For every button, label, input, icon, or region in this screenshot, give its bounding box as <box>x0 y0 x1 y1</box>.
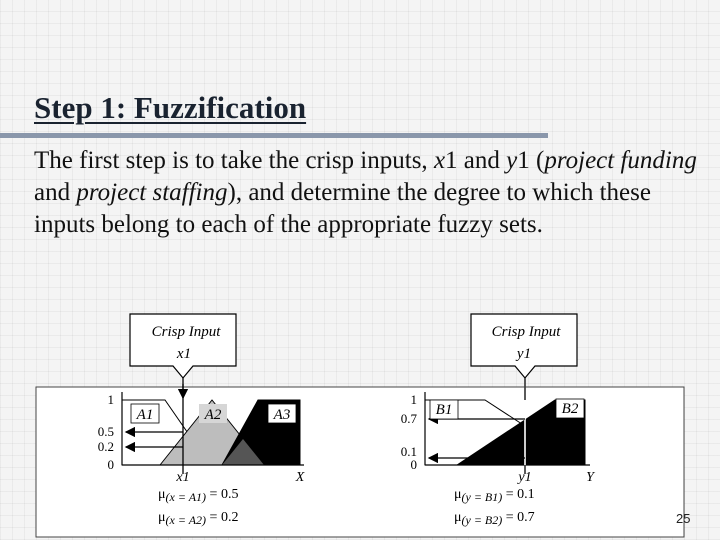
body-paragraph <box>34 145 704 241</box>
title-rule <box>0 133 548 138</box>
mu-value: = 0.2 <box>206 510 239 525</box>
var-x-sub: 1 <box>445 147 458 174</box>
mu-symbol: μ <box>454 487 462 502</box>
mu-value: = 0.7 <box>502 510 535 525</box>
right-mu-line-1 <box>454 487 535 504</box>
left-mu-line-2 <box>158 510 238 527</box>
left-mu-line-1 <box>158 487 238 504</box>
term-project-funding: project funding <box>544 147 697 174</box>
term-project-staffing: project staffing <box>76 179 228 206</box>
mu-value: = 0.1 <box>502 487 535 502</box>
right-ytick-0: 0 <box>410 457 417 472</box>
text-segment-1: The first step is to take the crisp inputs, <box>34 147 434 174</box>
right-ytick-01: 0.1 <box>400 444 417 459</box>
mu-subscript: (x = A1) <box>165 490 207 504</box>
fuzzification-diagram <box>0 300 720 540</box>
right-ytick-07: 0.7 <box>400 411 417 426</box>
right-x-marker: y1 <box>518 470 532 485</box>
mu-subscript: (y = B2) <box>461 513 503 527</box>
var-y: y <box>506 147 518 174</box>
page-number: 25 <box>676 511 691 526</box>
mu-symbol: μ <box>454 510 462 525</box>
text-segment-5: ), and determine the degree to which these inputs belong to each of the appropriate fuzzy sets. <box>34 179 651 238</box>
mu-subscript: (y = B1) <box>461 490 503 504</box>
text-segment-4: and <box>34 179 77 206</box>
left-axis-label: X <box>295 470 305 485</box>
right-axis-label: Y <box>586 470 594 485</box>
left-callout-var: x1 <box>176 346 192 362</box>
set-a2-label: A2 <box>204 407 222 423</box>
left-ytick-1: 1 <box>107 392 114 407</box>
right-mu-line-2 <box>454 510 535 527</box>
var-x: x <box>433 147 446 174</box>
mu-symbol: μ <box>158 487 166 502</box>
set-b1-label: B1 <box>435 402 453 418</box>
right-callout-title: Crisp Input <box>491 324 561 340</box>
mu-symbol: μ <box>158 510 166 525</box>
slide-title: Step 1: Fuzzification <box>34 90 307 125</box>
left-ytick-05: 0.5 <box>97 424 114 439</box>
var-y-sub: 1 <box>517 147 530 174</box>
text-segment-3: ( <box>529 147 545 174</box>
left-x-marker: x1 <box>176 470 190 485</box>
set-a1-label: A1 <box>136 407 154 423</box>
right-ytick-1: 1 <box>410 392 417 407</box>
set-a3-label: A3 <box>273 407 291 423</box>
mu-value: = 0.5 <box>206 487 239 502</box>
set-b2-label: B2 <box>561 401 579 417</box>
text-segment-2: and <box>457 147 507 174</box>
left-ytick-0: 0 <box>107 457 114 472</box>
left-callout-title: Crisp Input <box>151 324 221 340</box>
left-ytick-02: 0.2 <box>97 439 114 454</box>
right-callout-var: y1 <box>516 346 532 362</box>
mu-subscript: (x = A2) <box>165 513 207 527</box>
